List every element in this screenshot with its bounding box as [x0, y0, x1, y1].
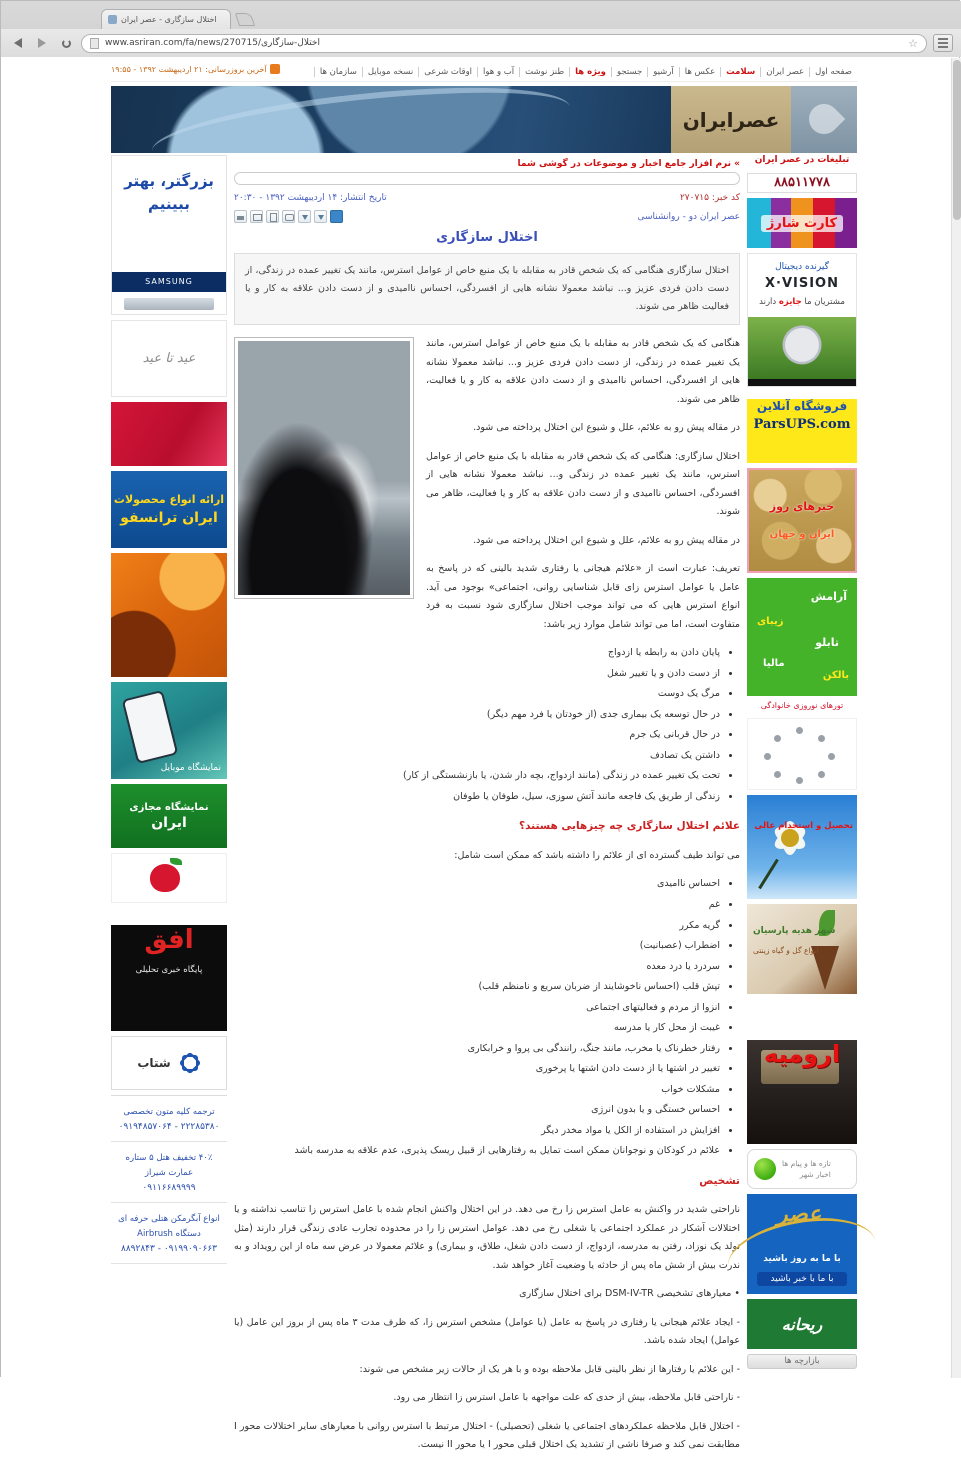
symptom-item: • احساس ناامیدی: [234, 875, 720, 894]
classified-ad[interactable]: [111, 1203, 227, 1264]
daisy-text: تحصیل و استخدام عالی: [754, 821, 853, 831]
ad-charge-card[interactable]: [747, 198, 857, 248]
classified-ad[interactable]: [111, 1096, 227, 1142]
diagnosis-paragraph: ناراحتی شدید در واکنش به عامل استرس زا رخ می دهد. در این اختلال واکنش انجام شده با عامل استرس زا تناسب نداشته و یا اختلالات آشکار در عملکرد اجتماعی یا شغلی رخ می دهد. عوامل استرس زا را در محدوده تجارب عادی زندگی قرار دارند (مثل تولد یک نوزاد، رفتن به مدرسه، ازدواج، از دست دادن شغل، طلاق، و بیماری) و علائم معمولا در عرض سه ماه از این رویداد و به ندرت بیش از شش ماه پس از حادثه یا وضعیت آغاز خواهد شد.: [234, 1204, 740, 1271]
daisy-stem: [758, 859, 779, 889]
ad-samsung-text: بزرگتر، بهتر ببینیم: [124, 172, 214, 213]
share-icon[interactable]: [330, 210, 343, 223]
right-sidebar: [747, 155, 857, 1369]
ofogh-subtitle: پایگاه خبری تحلیلی: [135, 965, 203, 975]
article-body: [234, 335, 740, 1455]
nav-asriran[interactable]: عصر ایران: [760, 67, 809, 77]
banner-ornament: [803, 98, 845, 140]
article-title: اختلال سازگاری: [436, 230, 538, 245]
plant-title: شهر هدیه پارسیان: [753, 926, 836, 936]
url-text: www.asriran.com/fa/news/270715/اختلال-سازگاری: [105, 38, 320, 48]
nav-archive[interactable]: آرشیو: [647, 67, 679, 77]
browser-chrome: [1, 1, 961, 57]
site-favicon: [108, 15, 117, 24]
nav-weather[interactable]: آب و هوا: [477, 67, 519, 77]
ad-transfo-line1: ارائه انواع محصولات: [113, 493, 225, 506]
ad-xvision[interactable]: [747, 253, 857, 387]
bookmark-star-icon[interactable]: ☆: [908, 36, 918, 50]
green-word: زیبای: [757, 616, 784, 627]
parsups-line2: ParsUPS.com: [753, 417, 851, 432]
symptoms-intro: می تواند طیف گسترده ای از علائم را داشته باشد که ممکن است شامل:: [454, 849, 740, 861]
person-figure: [764, 753, 771, 760]
stressor-item: • مرگ یک دوست: [234, 685, 720, 704]
nav-special[interactable]: ویژه ها: [569, 67, 611, 77]
classified-text: ۴۰٪ تخفیف هتل ۵ ستاره عمارت شیراز: [125, 1153, 213, 1178]
nav-mobile-version[interactable]: نسخه موبایل: [362, 67, 418, 77]
classified-phone: ۰۹۱۱۶۶۸۹۹۹۹: [142, 1183, 196, 1194]
ad-reyhane[interactable]: [747, 1299, 857, 1349]
reload-icon: [62, 39, 71, 48]
scrollbar-thumb[interactable]: [953, 60, 961, 220]
reload-button[interactable]: [57, 34, 75, 52]
new-tab-button[interactable]: [235, 13, 255, 26]
site-banner[interactable]: [111, 86, 857, 153]
last-update: [111, 64, 280, 74]
body-paragraph: در مقاله پیش رو به علائم، علل و شیوع این اختلال پرداخته می شود.: [473, 422, 740, 434]
green-word: تابلو: [815, 636, 839, 649]
ad-samsung[interactable]: [111, 155, 227, 315]
symptom-item: • غیبت از محل کار یا مدرسه: [234, 1019, 720, 1038]
daisy-center: [781, 829, 799, 847]
person-figure: [774, 735, 781, 742]
print-icon[interactable]: [234, 210, 247, 223]
meta-row-1: [234, 193, 740, 203]
nav-organizations[interactable]: سازمان ها: [314, 67, 362, 77]
ad-iran-line1: نمایشگاه مجازی: [129, 801, 209, 813]
classified-ad[interactable]: [111, 1142, 227, 1203]
green-word: بالکن: [822, 670, 849, 681]
xvision-promo: مشتریان ما جایزه دارند: [759, 297, 845, 307]
body-paragraph: در مقاله پیش رو به علائم، علل و شیوع این اختلال پرداخته می شود.: [473, 534, 740, 546]
ad-coins-news[interactable]: [747, 468, 857, 573]
site-logo[interactable]: عصرایران: [671, 86, 791, 153]
publish-date: تاریخ انتشار: ۱۴ اردیبهشت ۱۳۹۲ - ۲۰:۳۰: [234, 193, 387, 203]
address-bar[interactable]: [81, 34, 927, 53]
person-figure: [818, 771, 825, 778]
ads-section-header: تبلیغات در عصر ایران: [754, 155, 850, 165]
ad-iran-line2: ایران: [151, 814, 187, 831]
symptom-item: • غم: [234, 896, 720, 915]
ad-asr-blue[interactable]: [747, 1194, 857, 1294]
green-word: آرامش: [810, 590, 847, 603]
apple-image: [150, 864, 180, 892]
news-code: کد خبر: ۲۷۰۷۱۵: [679, 193, 740, 203]
urmia-text: ارومیه: [763, 1040, 841, 1068]
share-toolbar: [234, 210, 343, 223]
stressor-item: • در حال توسعه یک بیماری جدی (از خودتان یا فرد مهم دیگر): [234, 706, 720, 725]
symptom-list: [234, 875, 740, 1160]
plant-subtitle: انواع گل و گیاه زینتی: [753, 946, 819, 955]
left-sidebar: [111, 155, 227, 1264]
dsm-bullet: • معیارهای تشخیصی DSM-IV-TR برای اختلال سازگاری: [519, 1288, 740, 1300]
dsm-paragraph: - اختلال قابل ملاحظه عملکردهای اجتماعی یا شغلی (تحصیلی) - اختلال مرتبط با استرس روانی با معیارهای سایر اختلالات محور I مطابقت نمی کند و صرفا ناشی از تشدید یک اختلال قبلی محور I یا محور II نیست.: [234, 1420, 740, 1451]
ad-people-circle[interactable]: [747, 718, 857, 790]
stressor-item: • تحت یک تغییر عمده در زندگی (مانند ازدواج، بچه دار شدن، یا بازنشستگی از کار): [234, 767, 720, 786]
browser-tab[interactable]: [101, 9, 231, 29]
email-icon[interactable]: [250, 210, 263, 223]
samsung-logo: SAMSUNG: [112, 272, 226, 292]
stressor-list: [234, 644, 740, 806]
nav-search[interactable]: جستجو: [611, 67, 647, 77]
dsm-paragraph: - این علائم یا رفتارها از نظر بالینی قابل ملاحظه بوده و با هر یک از حالات زیر مشخص می شوند:: [359, 1363, 740, 1375]
ad-orange-banner[interactable]: [111, 553, 227, 677]
person-figure: [828, 753, 835, 760]
meta-row-2: [234, 210, 740, 223]
forward-icon: [38, 38, 46, 48]
samsung-product-image: [124, 298, 214, 310]
page-viewport: [1, 58, 961, 1451]
phone-image: [122, 690, 179, 764]
xvision-strip: [748, 379, 856, 386]
symptom-item: • انزوا از مردم و فعالیتهای اجتماعی: [234, 999, 720, 1018]
coins-line1: خبرهای روز: [769, 500, 835, 513]
classified-phone: ۲۲۲۸۵۳۸۰ - ۰۹۱۹۴۸۵۷۰۶۴: [118, 1122, 220, 1133]
classified-phone: ۰۹۱۹۹۰۹۰۶۶۳ - ۸۸۹۲۸۴۳: [120, 1244, 217, 1255]
tab-title: اختلال سازگاری - عصر ایران: [121, 15, 217, 24]
stressor-item: • از دست دادن و یا تغییر شغل: [234, 665, 720, 684]
shetab-logo-icon: [179, 1052, 201, 1074]
top-navigation: [111, 62, 857, 82]
stressor-item: • در حال قربانی یک جرم: [234, 726, 720, 745]
ads-phone-number[interactable]: ۸۸۵۱۱۷۷۸: [747, 173, 857, 193]
ad-apple[interactable]: [111, 853, 227, 903]
ad-charge-text: کارت شارژ: [761, 215, 843, 232]
nav-health[interactable]: سلامت: [720, 67, 760, 77]
parsups-line1: فروشگاه آنلاین: [756, 399, 848, 413]
article-column: [227, 155, 747, 1465]
site-container: [111, 62, 857, 1465]
symptom-item: • علائم در کودکان و نوجوانان ممکن است تمایل به رفتارهایی از قبیل ریسک پذیری، عدم علاقه به مدرسه باشد: [234, 1142, 720, 1161]
rss-icon[interactable]: [270, 64, 280, 74]
nav-prayer-times[interactable]: اوقات شرعی: [418, 67, 477, 77]
category-link[interactable]: عصر ایران دو - روانشناسی: [637, 211, 740, 222]
definition-paragraph: تعریف: عبارت است از «علائم هیجانی یا رفتاری شدید بالینی که در پاسخ به عامل یا عوامل استرس زای قابل شناسایی روانی، اجتماعی» بوجود می آید. انواع استرس هایی که می تواند موجب اختلال سازگاری شود نسبت به فرد متفاوت است، اما می تواند شامل موارد زیر باشد:: [426, 563, 740, 630]
article-lead: اختلال سازگاری هنگامی که یک شخص قادر به مقابله با یک منبع خاص از عوامل استرس، مانند یک تغییر عمده در زندگی، از دست دادن فردی عزیز و... نباشد معمولا نشانه هایی از افسردگی، احساس ناامیدی و از دست دادن علاقه به کار و یا فعالیت ظاهر می شوند.: [234, 253, 740, 325]
symptom-item: • مشکلات خواب: [234, 1081, 720, 1100]
dsm-paragraph: - ناراحتی قابل ملاحظه، بیش از حدی که علت مواجهه با عامل استرس زا انتظار می رود.: [393, 1392, 740, 1404]
reyhane-text: ریحانه: [781, 1314, 823, 1334]
stormy-sea-photo: [238, 341, 410, 595]
nav-satire[interactable]: طنز نوشت: [519, 67, 569, 77]
person-figure: [796, 727, 803, 734]
pill-text: تازه ها و پیام ها اخبار شهر: [782, 1158, 831, 1179]
classified-ads: [111, 1095, 227, 1264]
symptoms-heading: علائم اختلال سازگاری چه چیزهایی هستند؟: [519, 820, 740, 833]
comments-icon[interactable]: [282, 210, 295, 223]
ad-ofogh[interactable]: [111, 925, 227, 1031]
stressor-item: • پایان دادن به رابطه یا ازدواج: [234, 644, 720, 663]
symptom-item: • تغییر در اشتها یا از دست دادن اشتها یا پرخوری: [234, 1060, 720, 1079]
last-update-text: آخرین بروزرسانی: ۲۱ اردیبهشت ۱۳۹۲ - ۱۹:۵۵: [111, 64, 267, 74]
symptom-item: • سردرد یا درد معده: [234, 958, 720, 977]
person-figure: [774, 771, 781, 778]
symptom-item: • رفتار خطرناک یا مخرب، مانند جنگ، رانندگی بی پروا و خرابکاری: [234, 1040, 720, 1059]
ad-daisy[interactable]: [747, 795, 857, 899]
ad-mobile-text: نمایشگاه موبایل: [160, 763, 221, 773]
symptom-item: • احساس خستگی و یا بدون انرژی: [234, 1101, 720, 1120]
diagnosis-heading: تشخیص: [699, 1174, 740, 1187]
person-figure: [796, 777, 803, 784]
body-paragraph: اختلال سازگاری: هنگامی که یک شخص قادر به مقابله با یک منبع خاص از عوامل استرس، مانند یک تغییر عمده در زندگی و... نباشد معمولا نشانه هایی از افسردگی، احساس ناامیدی و از دست دادن علاقه به کار و یا فعالیت، ظاهر می شوند.: [426, 450, 740, 518]
font-smaller-icon[interactable]: [298, 210, 311, 223]
symptom-item: • گریه مکرر: [234, 917, 720, 936]
ad-iran-transfo[interactable]: [111, 471, 227, 548]
ad-calligraphy[interactable]: عید تا عید: [111, 320, 227, 397]
ofogh-logo: افق: [144, 925, 194, 955]
ad-crimson-banner[interactable]: [111, 402, 227, 466]
asr-logo: عصر: [777, 1202, 822, 1227]
ad-plant-gift[interactable]: [747, 904, 857, 994]
shetab-text: شتاب: [137, 1056, 171, 1070]
body-paragraph: هنگامی که یک شخص قادر به مقابله با یک منبع خاص از عوامل استرس، مانند یک تغییر عمده در زندگی، از دست دادن فردی عزیز و... نباشد معمولا نشانه هایی از افسردگی، احساس ناامیدی و از دست دادن علاقه به کار و یا فعالیت، ظاهر می شوند.: [426, 338, 740, 405]
dsm-paragraph: - ایجاد علائم هیجانی یا رفتاری در پاسخ به عامل (یا عوامل) مشخص استرس زا، که ظرف مدت ۳ ماه پس از بروز این عامل (یا عوامل) ایجاد شده باشد.: [234, 1316, 741, 1347]
pill-green-icon: [754, 1158, 776, 1180]
subscribe-bar[interactable]: [234, 172, 740, 185]
nav-home[interactable]: صفحه اول: [809, 67, 857, 77]
symptom-item: • اضطراب (عصبانیت): [234, 937, 720, 956]
asr-line2-button[interactable]: با ما با خبر باشید: [757, 1272, 847, 1286]
ad-pill[interactable]: [747, 1149, 857, 1189]
ad-iran-green[interactable]: [111, 784, 227, 848]
person-figure: [818, 735, 825, 742]
green-word: مالیا: [763, 658, 785, 669]
font-larger-icon[interactable]: [314, 210, 327, 223]
bazarche-button[interactable]: بازارچه ها: [747, 1354, 857, 1369]
browser-menu-button[interactable]: [933, 34, 953, 52]
ad-shetab[interactable]: [111, 1036, 227, 1090]
banner-side-panel: [791, 86, 857, 153]
apple-leaf-image: [170, 858, 182, 865]
ad-parsups[interactable]: [747, 399, 857, 463]
stressor-item: • داشتن یک تصادف: [234, 747, 720, 766]
article-image: [234, 337, 414, 599]
ad-green-words[interactable]: [747, 578, 857, 696]
page-scrollbar[interactable]: [951, 58, 961, 1378]
forward-button[interactable]: [33, 34, 51, 52]
xvision-photo: [748, 317, 856, 379]
export-pdf-icon[interactable]: [266, 210, 279, 223]
symptom-item: • تپش قلب (احساس ناخوشایند از ضربان سریع و نامنظم قلب): [234, 978, 720, 997]
stressor-item: • زندگی از طریق یک فاجعه مانند آتش سوزی، سیل، طوفان یا طوفان: [234, 788, 720, 807]
classified-text: ترجمه کلیه متون تخصصی: [123, 1107, 215, 1117]
symptom-item: • افزایش در استفاده از الکل یا مواد مخدر دیگر: [234, 1122, 720, 1141]
back-button[interactable]: [9, 34, 27, 52]
nav-photos[interactable]: عکس ها: [679, 67, 720, 77]
content-columns: [111, 155, 857, 1465]
ad-urmia[interactable]: [747, 1040, 857, 1144]
back-icon: [14, 38, 22, 48]
coins-line2: ایران و جهان: [769, 529, 835, 540]
browser-navbar: [1, 29, 961, 57]
ad-tours-strip[interactable]: تورهای نوروزی خانوادگی: [747, 701, 857, 713]
promo-link[interactable]: » نرم افزار جامع اخبار و موضوعات در گوشی شما: [517, 159, 740, 169]
page-icon: [90, 38, 99, 49]
xvision-logo: X·VISION: [765, 276, 839, 291]
ad-mobile-expo[interactable]: [111, 682, 227, 779]
ad-transfo-line2: ایران ترانسفو: [120, 510, 218, 526]
xvision-tagline: گیرنده دیجیتال: [775, 262, 829, 272]
tab-strip: [1, 5, 961, 29]
classified-text: انواع آبگرمکن هتلی حرفه ای دستگاه Airbrush: [118, 1214, 220, 1239]
asr-line1: با ما به روز باشید: [763, 1254, 841, 1264]
